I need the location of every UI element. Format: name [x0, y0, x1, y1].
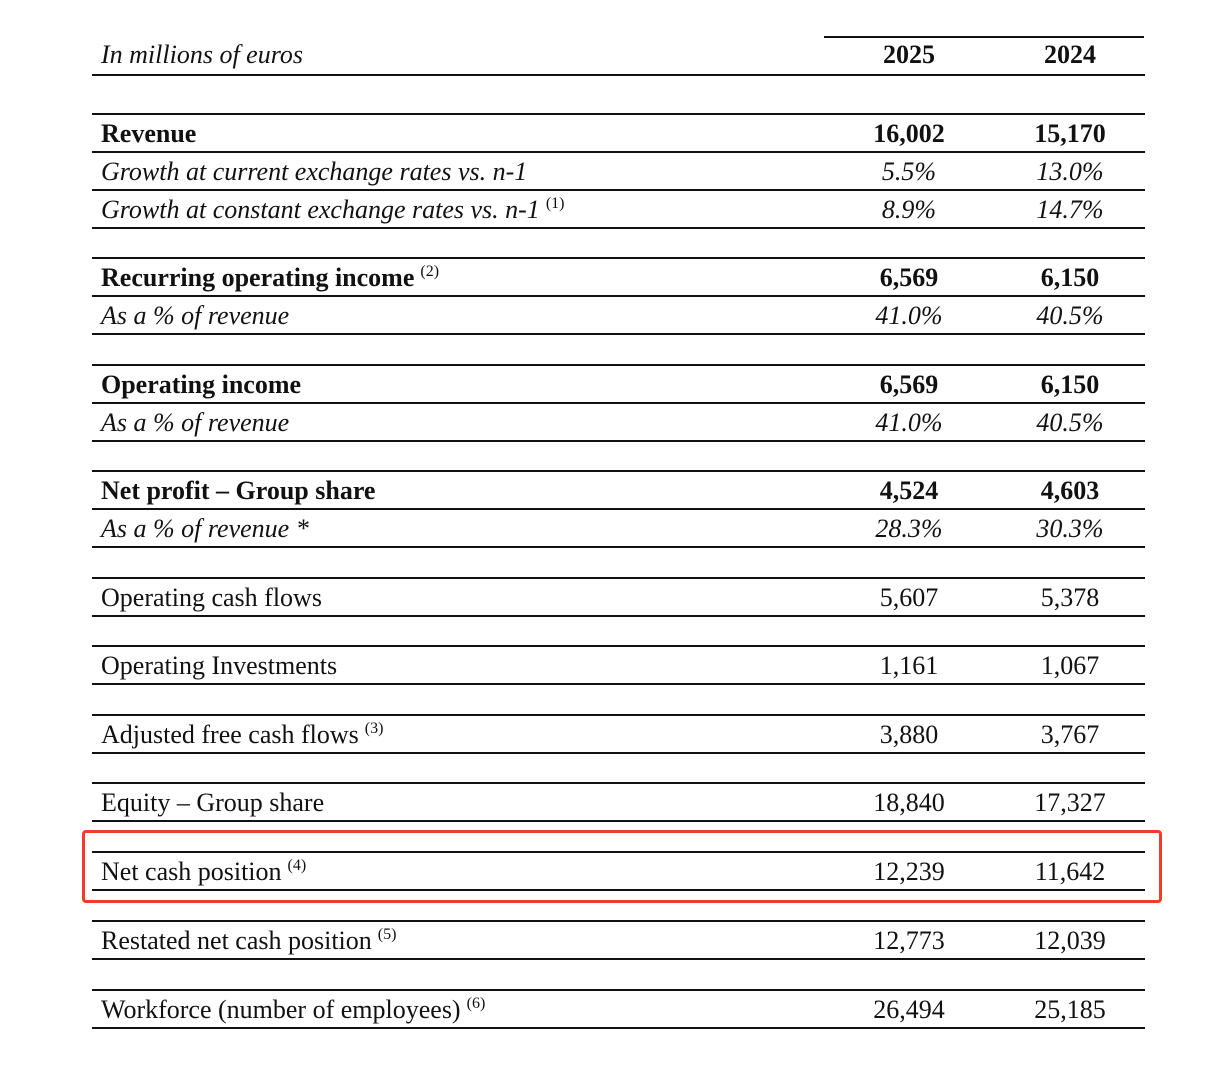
table-row	[0, 470, 1220, 508]
unit-label: In millions of euros	[101, 40, 303, 69]
row-label-text: Operating Investments	[101, 651, 338, 680]
value-2025: 4,524	[879, 476, 939, 505]
row-label-text: As a % of revenue	[101, 408, 290, 437]
footnote-marker: (2)	[420, 263, 440, 281]
row-label-text: Growth at constant exchange rates vs. n-1	[101, 195, 540, 224]
value-2025: 5.5%	[881, 157, 937, 186]
row-label	[101, 119, 202, 149]
table-header	[0, 0, 1220, 80]
value-2025: 28.3%	[875, 514, 943, 543]
value-2025: 8.9%	[881, 195, 937, 224]
value-2025: 1,161	[879, 651, 939, 680]
value-2024: 30.3%	[1036, 514, 1104, 543]
value-2024: 40.5%	[1036, 408, 1104, 437]
row-bottom-rule	[92, 683, 1145, 685]
value-2024: 40.5%	[1036, 301, 1104, 330]
row-label-text: Revenue	[101, 119, 197, 148]
row-label-text: Growth at current exchange rates vs. n-1	[101, 157, 528, 186]
row-label	[101, 157, 533, 187]
header-bottom-rule	[92, 74, 1145, 76]
row-bottom-rule	[92, 227, 1145, 229]
table-row	[0, 364, 1220, 402]
value-2024: 17,327	[1034, 788, 1106, 817]
row-label	[101, 370, 307, 400]
row-bottom-rule	[92, 333, 1145, 335]
row-label	[101, 195, 564, 225]
row-label-text: As a % of revenue	[101, 301, 290, 330]
row-label	[101, 408, 295, 438]
footnote-marker: (5)	[377, 926, 397, 944]
value-2025: 41.0%	[875, 301, 943, 330]
row-bottom-rule	[92, 820, 1145, 822]
table-row	[0, 402, 1220, 440]
table-row	[0, 113, 1220, 151]
table-row	[0, 257, 1220, 295]
row-label-text: Net cash position	[101, 857, 282, 886]
table-row	[0, 989, 1220, 1027]
row-label	[101, 926, 396, 956]
table-row	[0, 508, 1220, 546]
value-2024: 5,378	[1040, 583, 1100, 612]
row-label-text: Net profit – Group share	[101, 476, 376, 505]
row-label	[101, 514, 315, 544]
year-2025-header: 2025	[883, 40, 935, 69]
row-label-text: Restated net cash position	[101, 926, 372, 955]
row-label	[101, 263, 439, 293]
table-row	[0, 295, 1220, 333]
value-2025: 3,880	[879, 720, 939, 749]
table-row	[0, 920, 1220, 958]
row-label	[101, 476, 381, 506]
row-label-text: As a % of revenue *	[101, 514, 309, 543]
value-2024: 11,642	[1034, 857, 1106, 886]
row-label-text: Operating income	[101, 370, 302, 399]
row-label-text: Operating cash flows	[101, 583, 322, 612]
value-2025: 41.0%	[875, 408, 943, 437]
value-2024: 25,185	[1034, 995, 1106, 1024]
row-bottom-rule	[92, 440, 1145, 442]
value-2025: 26,494	[873, 995, 945, 1024]
row-label-text: Adjusted free cash flows	[101, 720, 359, 749]
row-label	[101, 301, 295, 331]
value-2024: 12,039	[1034, 926, 1106, 955]
footnote-marker: (6)	[466, 995, 486, 1013]
value-2024: 6,150	[1040, 370, 1100, 399]
year-2024-header: 2024	[1044, 40, 1096, 69]
row-bottom-rule	[92, 615, 1145, 617]
highlight-box	[82, 830, 1162, 903]
row-bottom-rule	[92, 958, 1145, 960]
table-row	[0, 189, 1220, 227]
footnote-marker: (3)	[364, 720, 384, 738]
row-label	[101, 583, 328, 613]
row-label-text: Workforce (number of employees)	[101, 995, 461, 1024]
value-2025: 6,569	[879, 263, 939, 292]
row-label-text: Recurring operating income	[101, 263, 415, 292]
value-2024: 13.0%	[1036, 157, 1104, 186]
footnote-marker: (4)	[287, 857, 307, 875]
table-row	[0, 782, 1220, 820]
value-2025: 6,569	[879, 370, 939, 399]
row-label	[101, 788, 330, 818]
row-label	[101, 995, 485, 1025]
value-2025: 12,239	[873, 857, 945, 886]
value-2025: 16,002	[873, 119, 945, 148]
row-bottom-rule	[92, 752, 1145, 754]
row-bottom-rule	[92, 1027, 1145, 1029]
footnote-marker: (1)	[545, 195, 565, 213]
header-top-rule	[824, 36, 1144, 38]
value-2024: 1,067	[1040, 651, 1100, 680]
value-2024: 3,767	[1040, 720, 1100, 749]
value-2024: 15,170	[1034, 119, 1106, 148]
row-label	[101, 651, 343, 681]
table-row	[0, 645, 1220, 683]
table-row	[0, 577, 1220, 615]
row-label	[101, 720, 383, 750]
value-2024: 4,603	[1040, 476, 1100, 505]
table-row	[0, 714, 1220, 752]
row-bottom-rule	[92, 546, 1145, 548]
value-2024: 6,150	[1040, 263, 1100, 292]
value-2024: 14.7%	[1036, 195, 1104, 224]
value-2025: 12,773	[873, 926, 945, 955]
value-2025: 18,840	[873, 788, 945, 817]
row-label-text: Equity – Group share	[101, 788, 325, 817]
value-2025: 5,607	[879, 583, 939, 612]
table-row	[0, 151, 1220, 189]
